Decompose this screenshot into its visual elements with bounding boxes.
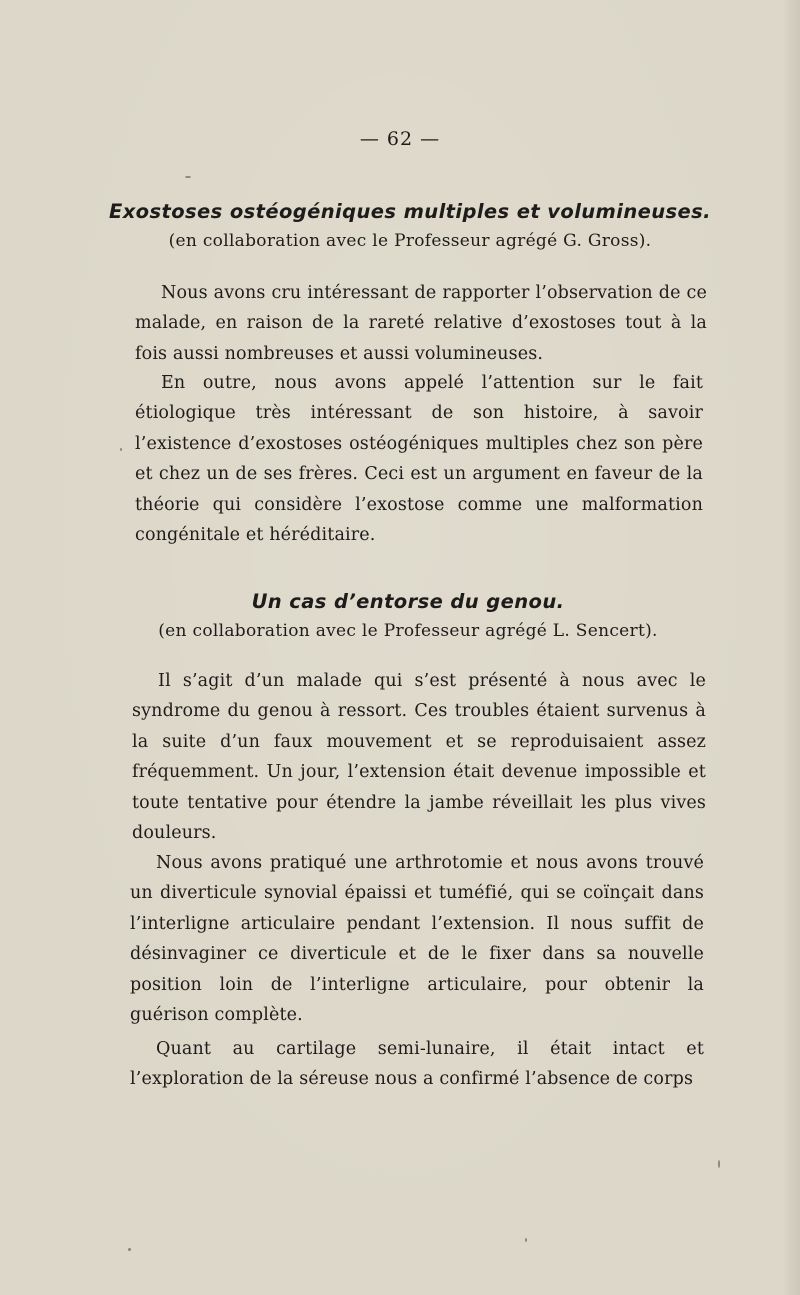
paragraph-text: Nous avons pratiqué une arthrotomie et nous avons trouvé un diverticule synovial épaissi et tuméfié, qui se coïnçait dans l’interligne articulaire pendant l’extension. Il nous suffit de désinvaginer ce diverticule et de le fixer dans sa nouvelle position loin de l’interligne articulaire, pour obtenir la guérison complète. (130, 853, 704, 1026)
page-number: — 62 — (359, 128, 441, 150)
paragraph (130, 848, 704, 1030)
section-title-exostoses: Exostoses ostéogéniques multiples et volumineuses. (108, 200, 711, 223)
paragraph-text: Il s’agit d’un malade qui s’est présenté à nous avec le syndrome du genou à ressort. Ces troubles étaient survenus à la suite d’un faux mouvement et se reproduisaient assez fréquemment. Un jour, l’extension était devenue impossible et toute tentative pour étendre la jambe réveillait les plus vives douleurs. (132, 671, 706, 844)
page-edge-shadow (782, 0, 800, 1295)
paragraph-text: Nous avons cru intéressant de rapporter l’observation de ce malade, en raison de la rareté relative d’exostoses tout à la fois aussi nombreuses et aussi volumineuses. (135, 283, 707, 364)
paragraph (135, 278, 707, 369)
paragraph-text: Quant au cartilage semi-lunaire, il était intact et l’exploration de la séreuse nous a confirmé l’absence de corps (130, 1039, 704, 1090)
paragraph (132, 666, 706, 848)
paragraph (130, 1034, 704, 1095)
paragraph-text: En outre, nous avons appelé l’attention sur le fait étiologique très intéressant de son histoire, à savoir l’existence d’exostoses ostéogéniques multiples chez son père et chez un de ses frères. Ceci est un argument en faveur de la théorie qui considère l’exostose comme une malformation congénitale et héréditaire. (135, 373, 703, 546)
section-collaboration-sencert: (en collaboration avec le Professeur agrégé L. Sencert). (158, 621, 658, 641)
paragraph (135, 368, 703, 550)
section-title-entorse: Un cas d’entorse du genou. (251, 590, 565, 613)
section-collaboration-gross: (en collaboration avec le Professeur agrégé G. Gross). (168, 231, 652, 251)
